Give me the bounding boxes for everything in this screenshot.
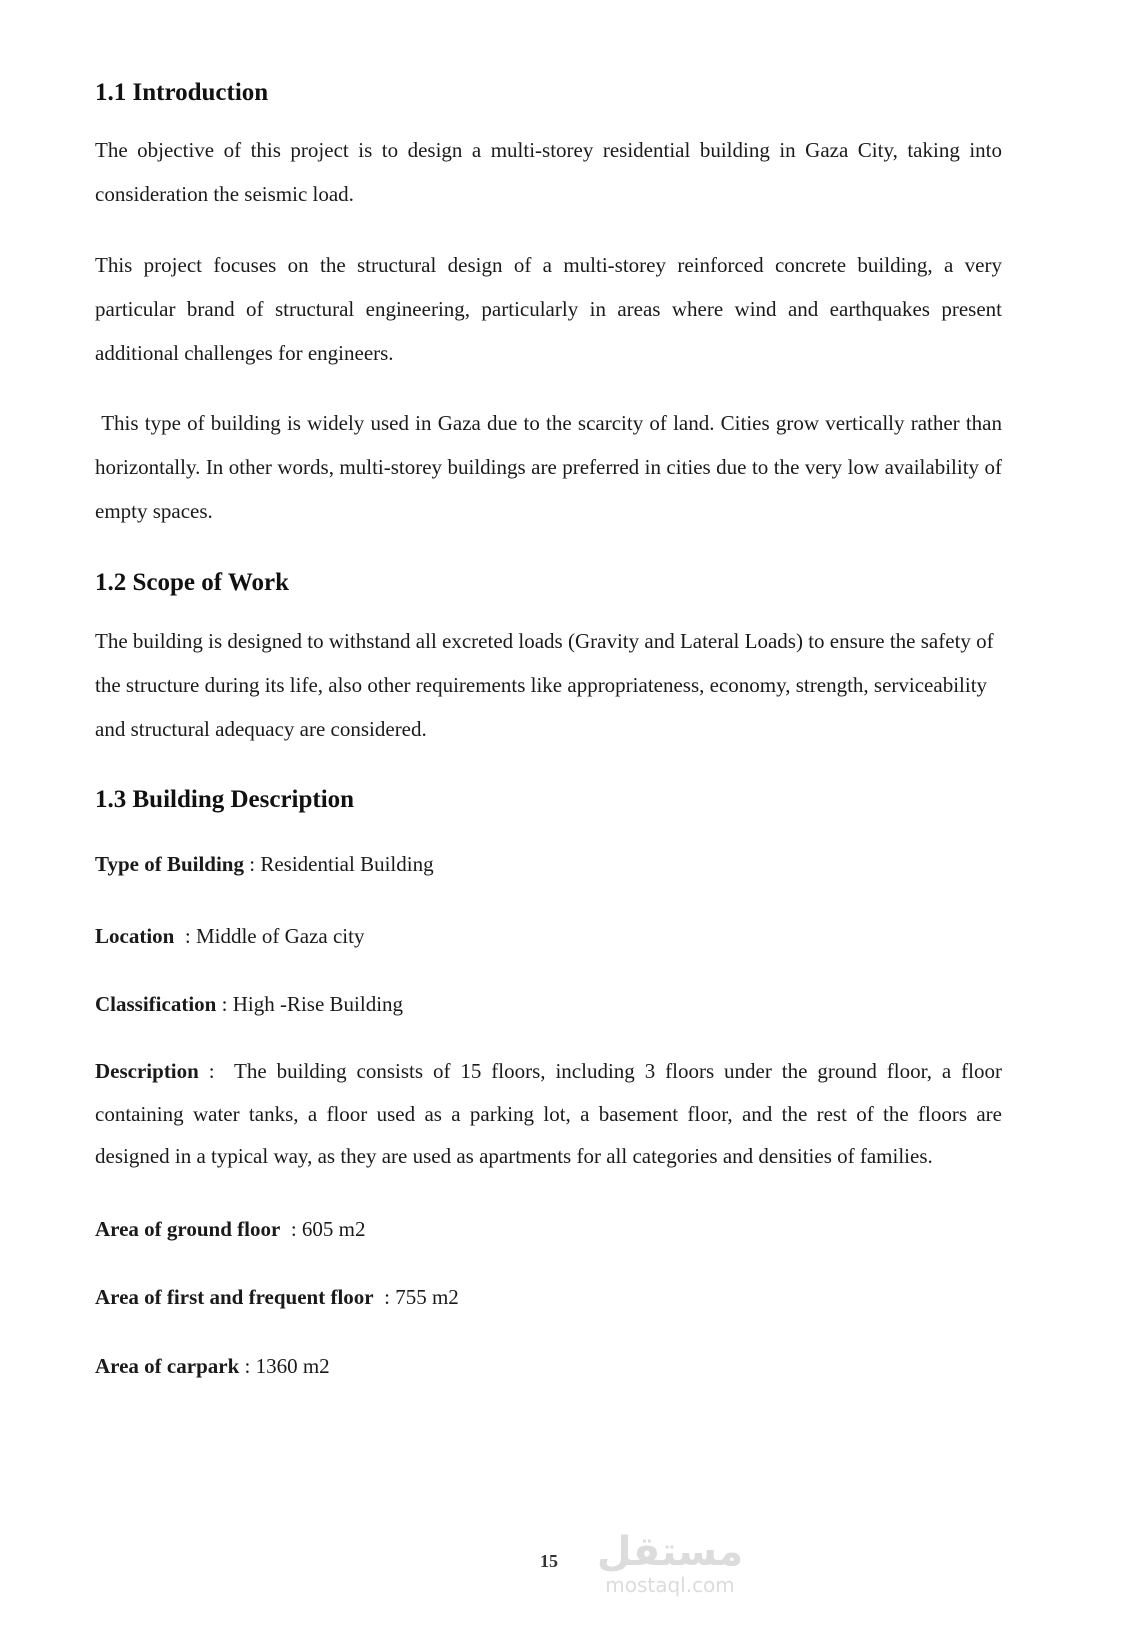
paragraph: This project focuses on the structural design of a multi-storey reinforced concrete building, a very particular brand of structural engineering, particularly in areas where wind and earthquakes present additional challenges for engineers.: [95, 253, 1002, 365]
section-heading: 1.1 Introduction: [95, 79, 269, 106]
section-heading: 1.3 Building Description: [95, 786, 355, 813]
field-label: Area of first and frequent floor: [95, 1284, 374, 1309]
watermark-arabic: مستقل: [596, 1529, 744, 1575]
field-separator: :: [280, 1216, 302, 1241]
field-description: [95, 1050, 1002, 1178]
field-area-carpark: [95, 1351, 1002, 1381]
field-area-ground-floor: [95, 1214, 1002, 1244]
field-label: Area of carpark: [95, 1353, 240, 1378]
field-label: Area of ground floor: [95, 1216, 281, 1241]
field-separator: :: [216, 992, 233, 1016]
heading-introduction: [95, 78, 1002, 108]
field-separator: :: [239, 1353, 256, 1378]
field-label: Location: [95, 924, 175, 948]
section-heading: 1.2 Scope of Work: [95, 569, 289, 596]
watermark-latin: mostaql.com: [605, 1573, 735, 1597]
paragraph: The objective of this project is to design a multi-storey residential building in Gaza City, taking into consideration the seismic load.: [95, 138, 1002, 206]
field-area-first-floor: [95, 1282, 1002, 1312]
watermark-logo: [585, 1530, 755, 1596]
heading-scope: [95, 568, 1002, 598]
field-label: Description: [95, 1059, 199, 1083]
field-value: High -Rise Building: [232, 992, 404, 1016]
heading-building-description: [95, 785, 1002, 815]
paragraph: The building is designed to withstand all excreted loads (Gravity and Lateral Loads) to ensure the safety of the structure during its life, also other requirements like appropriateness, economy, strength, serviceability and structural adequacy are considered.: [95, 629, 994, 741]
field-classification: [95, 989, 1002, 1019]
field-separator: :: [198, 1059, 235, 1083]
field-label: Type of Building: [95, 852, 244, 876]
paragraph: This type of building is widely used in Gaza due to the scarcity of land. Cities grow vertically rather than horizontally. In other words, multi-storey buildings are preferred in cities due to the very low availability of empty spaces.: [95, 411, 1008, 523]
field-location: [95, 921, 1002, 951]
field-separator: :: [174, 924, 196, 948]
field-value: Middle of Gaza city: [195, 924, 365, 948]
field-value: 605 m2: [301, 1216, 366, 1241]
field-type-of-building: [95, 849, 1002, 879]
field-separator: :: [373, 1284, 396, 1309]
document-body: [95, 78, 1008, 1381]
field-value: Residential Building: [260, 852, 434, 876]
field-separator: :: [244, 852, 261, 876]
page-number: 15: [540, 1551, 558, 1571]
field-value: The building consists of 15 floors, including 3 floors under the ground floor, a floor containing water tanks, a floor used as a parking lot, a basement floor, and the rest of the floors are designed in a typical way, as they are used as apartments for all categories and densities of families.: [95, 1059, 1002, 1168]
field-label: Classification: [95, 992, 217, 1016]
field-value: 755 m2: [395, 1284, 459, 1309]
field-value: 1360 m2: [255, 1353, 330, 1378]
